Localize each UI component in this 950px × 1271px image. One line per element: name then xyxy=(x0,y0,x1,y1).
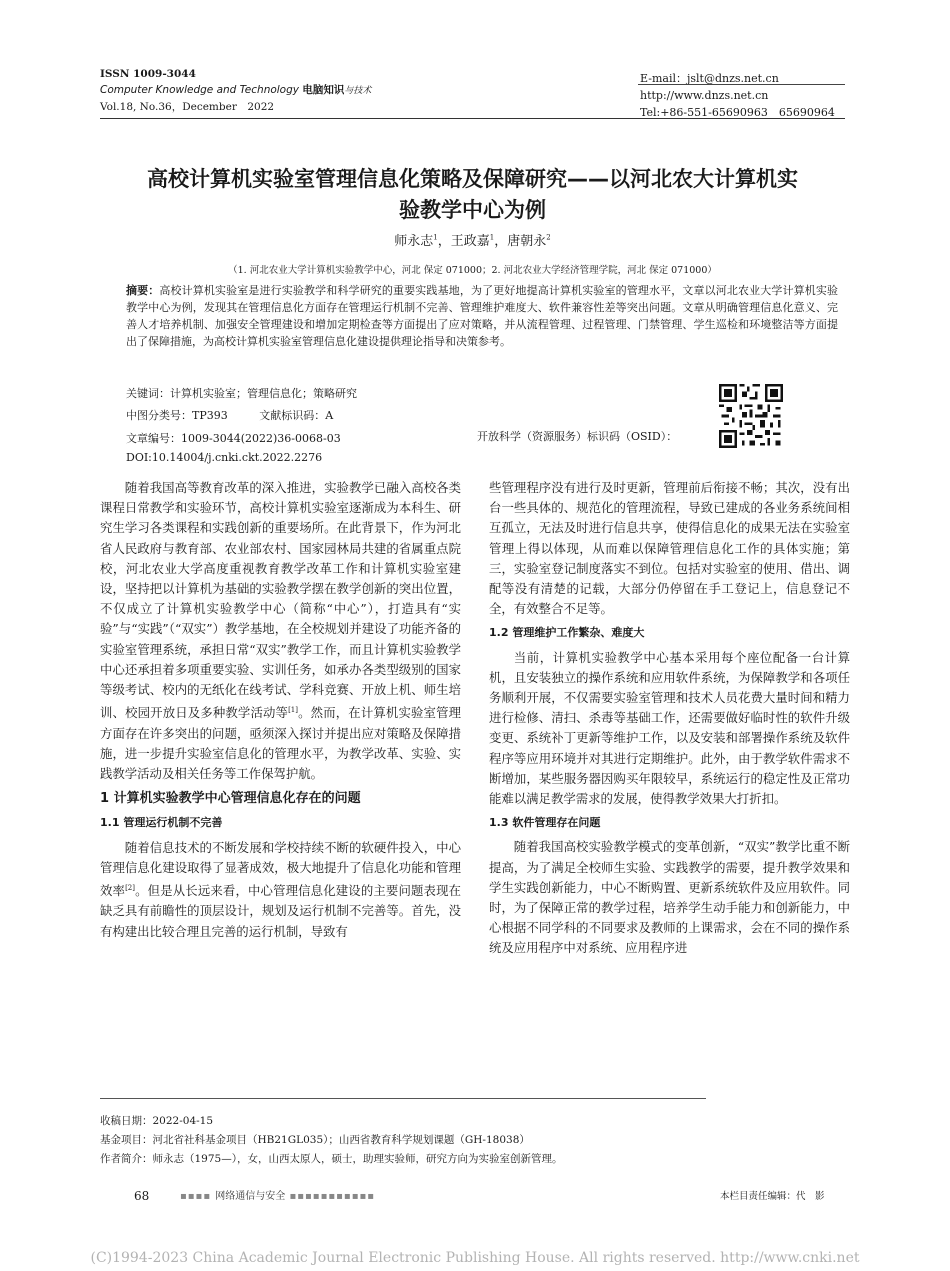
right-column xyxy=(489,478,850,959)
section-1-1-heading: 1.1 管理运行机制不完善 xyxy=(100,816,223,830)
issn: ISSN 1009-3044 xyxy=(100,68,196,80)
author-affil-sup: 2 xyxy=(546,233,551,242)
title-line-1: 高校计算机实验室管理信息化策略及保障研究——以河北农大计算机实 xyxy=(147,167,798,191)
clc-label: 中图分类号： xyxy=(126,409,192,422)
section-1-1-text: 随着信息技术的不断发展和学校持续不断的软硬件投入，中心管理信息化建设取得了显著成效，极大地提升了信息化功能和管理效率 xyxy=(100,839,461,899)
header-divider xyxy=(100,118,845,119)
section-1-3-paragraph: 随着我国高校实验教学模式的变革创新，“双实”教学比重不断提高，为了满足全校师生实验、实践教学的需要，提升教学效果和学生实践创新能力，中心不断购置、更新系统软件及应用软件。同时，为了保障正常的教学过程，培养学生动手能力和创新能力，中心根据不同学科的不同要求及教师的上课需求，会在不同的操作系统及应用程序中对系统、应用程序进 xyxy=(489,839,850,956)
section-tag-text: 网络通信与安全 xyxy=(215,1191,286,1202)
dots-icon: ▪▪▪▪▪▪▪▪▪▪▪ xyxy=(285,1191,376,1202)
abstract xyxy=(126,282,838,350)
received-date xyxy=(100,1113,213,1128)
journal-header-left xyxy=(100,66,371,115)
article-number xyxy=(126,430,341,446)
section-1-2-heading: 1.2 管理维护工作繁杂、难度大 xyxy=(489,626,645,640)
keywords xyxy=(126,385,357,401)
abstract-text: 高校计算机实验室是进行实验教学和科学研究的重要实践基地，为了更好地提高计算机实验室的管理水平，文章以河北农业大学计算机实验教学中心为例，发现其在管理信息化方面存在管理运行机制不完善、管理维护难度大、软件兼容性差等突出问题。文章从明确管理信息化意义、完善人才培养机制、加强安全管理建设和增加定期检查等方面提出了应对策略，并从流程管理、过程管理、门禁管理、学生巡检和环境整洁等方面提出了保障措施，为高校计算机实验室管理信息化建设提供理论指导和决策参考。 xyxy=(126,284,839,348)
keywords-text: 计算机实验室；管理信息化；策略研究 xyxy=(170,387,357,400)
journal-header-right xyxy=(640,70,835,121)
section-1-3-heading: 1.3 软件管理存在问题 xyxy=(489,816,601,830)
doi: DOI:10.14004/j.cnki.ckt.2022.2276 xyxy=(126,451,323,464)
author-name: 师永志 xyxy=(394,234,434,249)
journal-name-cn-sub: 与技术 xyxy=(344,86,372,96)
author-name: 王政嘉 xyxy=(450,234,490,249)
email: E-mail：jslt@dnzs.net.cn xyxy=(640,72,779,85)
column-editor: 本栏目责任编辑：代 影 xyxy=(720,1191,825,1202)
intro-text: 随着我国高等教育改革的深入推进，实验教学已融入高校各类课程日常教学和实验环节，高校计算机实验室逐渐成为本科生、研究生学习各类课程和实践创新的重要场所。在此背景下，作为河北省人民政府与教育部、农业部农村、国家园林局共建的省属重点院校，河北农业大学高度重视教育教学改革工作和计算机实验室建设，坚持把以计算机为基础的实验教学摆在教学创新的突出位置，不仅成立了计算机实验教学中心（简称“中心”），打造具有“实验”与“实践”（“双实”）教学基地，在全校规划并建设了功能齐备的实验室管理系统，承担日常“双实”教学工作，而且计算机实验教学中心还承担着多项重要实验、实训任务，如承办各类型级别的国家等级考试、校内的无纸化在线考试、学科竞赛、开放上机、师生培训、校园开放日及多种教学活动等 xyxy=(100,480,461,721)
dots-icon: ▪▪▪▪ xyxy=(180,1191,216,1202)
classification xyxy=(126,407,333,423)
page-number: 68 xyxy=(134,1189,150,1203)
article-title xyxy=(95,164,850,226)
keywords-label: 关键词： xyxy=(126,387,170,400)
bio-value: 师永志（1975—），女，山西太原人，硕士，助理实验师，研究方向为实验室创新管理。 xyxy=(152,1153,563,1165)
continued-paragraph: 些管理程序没有进行及时更新，管理前后衔接不畅；其次，没有出台一些具体的、规范化的管理流程，导致已建成的各业务系统间相互孤立，无法及时进行信息共享，使得信息化的成果无法在实验室管理上得以体现，从而难以保障管理信息化工作的具体实施；第三，实验室登记制度落实不到位。包括对实验室的使用、借出、调配等没有清楚的记载，大部分仍停留在手工登记上，信息登记不全，有效整合不足等。 xyxy=(489,480,850,617)
author-bio xyxy=(100,1151,562,1166)
intro-text-cont: 。然而，在计算机实验室管理方面存在许多突出的问题，亟须深入探讨并提出应对策略及保障措施，进一步提升实验室信息化的管理水平，为教学改革、实验、实践教学活动及相关任务等工作保驾护航。 xyxy=(100,705,462,781)
citation-ref: [1] xyxy=(288,706,298,715)
received-value: 2022-04-15 xyxy=(152,1115,214,1127)
qr-code-icon xyxy=(719,384,783,448)
author-name: 唐朝永 xyxy=(507,234,547,249)
header-divider-small xyxy=(638,84,845,85)
website: http://www.dnzs.net.cn xyxy=(640,89,769,102)
left-column xyxy=(100,478,461,942)
received-label: 收稿日期： xyxy=(100,1115,153,1127)
bio-label: 作者简介： xyxy=(100,1153,153,1165)
section-1-1-paragraph xyxy=(100,838,461,942)
section-1-2-paragraph: 当前，计算机实验教学中心基本采用每个座位配备一台计算机，且安装独立的操作系统和应用软件系统，为保障教学和各项任务顺利开展，不仅需要实验室管理和技术人员花费大量时间和精力进行检修、清扫、杀毒等基础工作，还需要做好临时性的软件升级变更、系统补丁更新等维护工作，以及安装和部署操作系统及软件程序等应用环境并对其进行定期维护。此外，由于教学软件需求不断增加，某些服务器因购买年限较早，系统运行的稳定性及正常功能难以满足教学需求的发展，使得教学效果大打折扣。 xyxy=(489,649,850,807)
volume-info: Vol.18, No.36，December 2022 xyxy=(100,101,275,113)
author-affil-sup: 1 xyxy=(433,233,438,242)
author-separator: ， xyxy=(494,234,508,249)
abstract-label: 摘要： xyxy=(126,284,160,297)
section-1-1-text-cont: 。但是从长远来看，中心管理信息化建设的主要问题表现在缺乏具有前瞻性的顶层设计，规划及运行机制不完善等。首先，没有构建出比较合理且完善的运行机制，导致有 xyxy=(100,883,462,939)
article-no-value: 1009-3044(2022)36-0068-03 xyxy=(181,432,341,445)
doc-code-label: 文献标识码： xyxy=(259,409,326,422)
copyright-watermark: (C)1994-2023 China Academic Journal Electronic Publishing House. All rights reserved. http://www.cnki.net xyxy=(90,1250,860,1266)
citation-ref: [2] xyxy=(125,883,135,892)
fund-value: 河北省社科基金项目（HB21GL035）；山西省教育科学规划课题（GH-18038） xyxy=(152,1134,530,1146)
affiliation: （1. 河北农业大学计算机实验教学中心，河北 保定 071000；2. 河北农业大学经济管理学院，河北 保定 071000） xyxy=(228,265,717,276)
author-affil-sup: 1 xyxy=(489,233,495,242)
journal-name-cn: 电脑知识 xyxy=(302,84,345,96)
intro-paragraph xyxy=(100,478,461,784)
fund-label: 基金项目： xyxy=(100,1134,153,1146)
journal-name-en: Computer Knowledge and Technology xyxy=(100,84,299,96)
section-tag xyxy=(180,1187,375,1202)
footnote-divider xyxy=(100,1098,706,1099)
doc-code-value: A xyxy=(325,409,334,422)
telephone: Tel:+86-551-65690963 65690964 xyxy=(640,106,835,119)
article-no-label: 文章编号： xyxy=(126,432,181,445)
journal-name xyxy=(100,82,371,99)
author-list xyxy=(100,230,845,249)
osid-label: 开放科学（资源服务）标识码（OSID）： xyxy=(477,430,678,443)
clc-value: TP393 xyxy=(192,409,228,422)
fund-info xyxy=(100,1132,530,1147)
section-1-heading: 1 计算机实验教学中心管理信息化存在的问题 xyxy=(100,791,361,807)
author-separator: ， xyxy=(437,234,451,249)
title-line-2: 验教学中心为例 xyxy=(399,198,546,222)
